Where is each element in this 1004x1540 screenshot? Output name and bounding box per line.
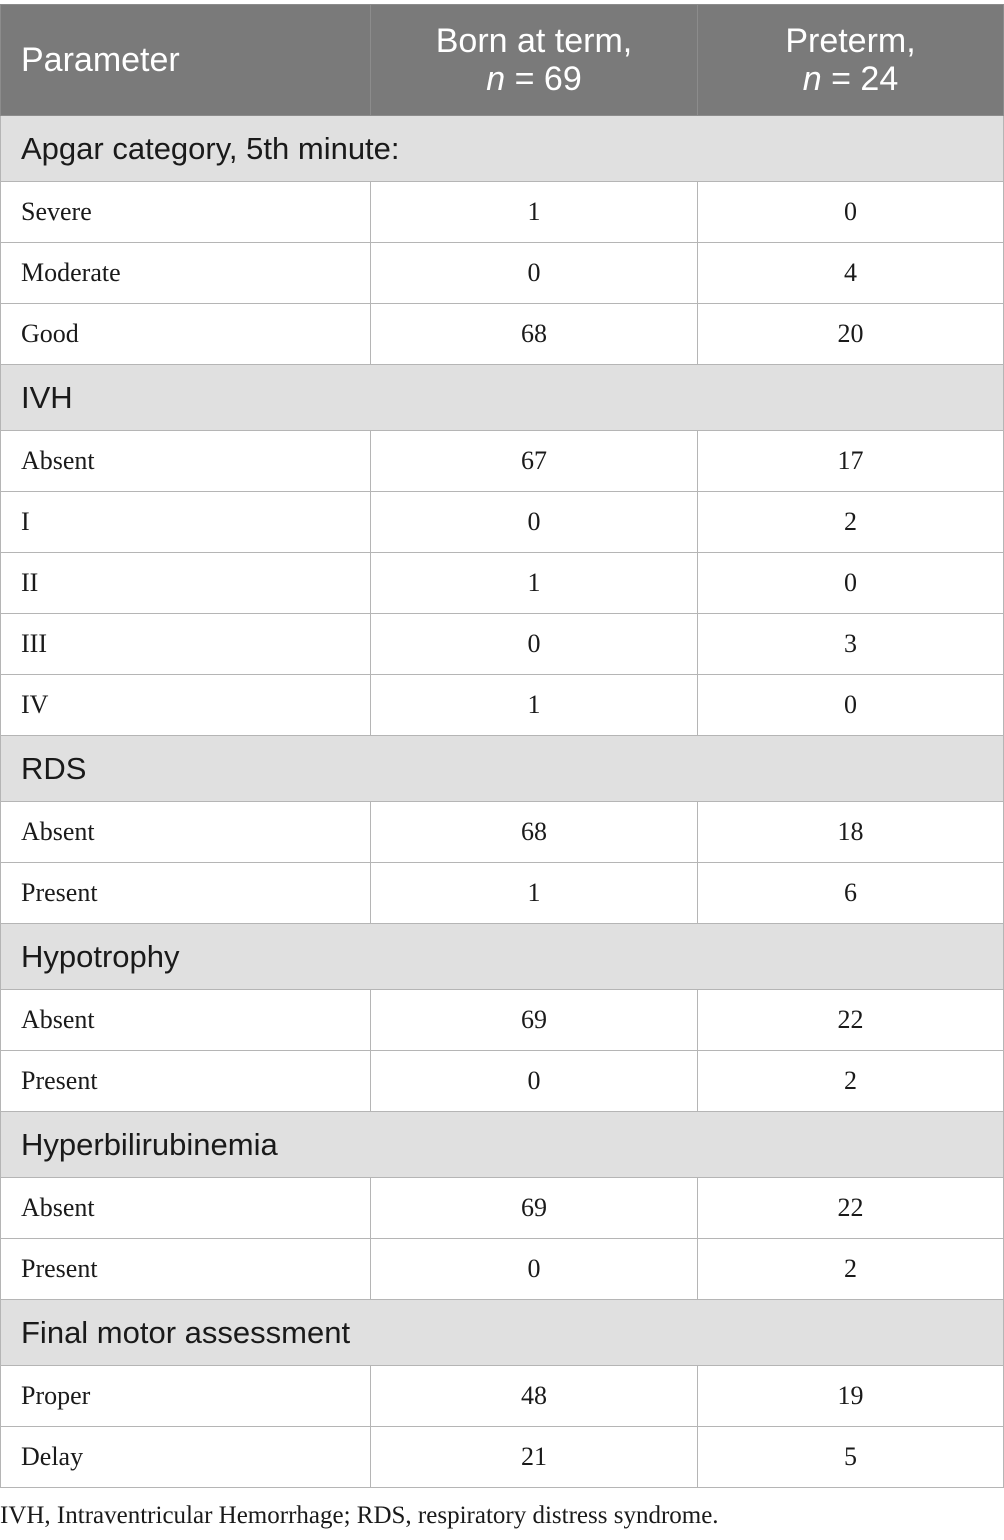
header-preterm	[698, 5, 1004, 116]
born-at-term-value: 68	[371, 304, 698, 365]
table-row	[1, 1427, 1004, 1488]
section-header-row	[1, 1112, 1004, 1178]
table-row	[1, 1366, 1004, 1427]
header-born-at-term-n-symbol: n	[486, 60, 506, 98]
born-at-term-value: 1	[371, 675, 698, 736]
table-row	[1, 675, 1004, 736]
header-preterm-label: Preterm,	[785, 22, 916, 60]
born-at-term-value: 21	[371, 1427, 698, 1488]
born-at-term-value: 1	[371, 553, 698, 614]
section-header-row	[1, 116, 1004, 182]
row-label: Absent	[1, 990, 371, 1051]
table-header	[1, 5, 1004, 116]
preterm-value: 0	[698, 675, 1004, 736]
row-label: III	[1, 614, 371, 675]
header-born-at-term-label: Born at term,	[435, 22, 633, 60]
row-label: I	[1, 492, 371, 553]
born-at-term-value: 69	[371, 1178, 698, 1239]
row-label: Absent	[1, 1178, 371, 1239]
header-parameter: Parameter	[1, 5, 371, 116]
header-born-at-term-n	[371, 60, 697, 98]
row-label: Absent	[1, 802, 371, 863]
born-at-term-value: 68	[371, 802, 698, 863]
row-label: Absent	[1, 431, 371, 492]
section-title: Final motor assessment	[1, 1300, 1004, 1366]
born-at-term-value: 0	[371, 1051, 698, 1112]
preterm-value: 3	[698, 614, 1004, 675]
table-row	[1, 431, 1004, 492]
preterm-value: 4	[698, 243, 1004, 304]
preterm-value: 18	[698, 802, 1004, 863]
table-row	[1, 614, 1004, 675]
born-at-term-value: 0	[371, 1239, 698, 1300]
header-born-at-term	[371, 5, 698, 116]
section-title: Hyperbilirubinemia	[1, 1112, 1004, 1178]
preterm-value: 2	[698, 1051, 1004, 1112]
preterm-value: 2	[698, 1239, 1004, 1300]
born-at-term-value: 67	[371, 431, 698, 492]
born-at-term-value: 1	[371, 863, 698, 924]
table-row	[1, 863, 1004, 924]
row-label: II	[1, 553, 371, 614]
header-preterm-n-symbol: n	[802, 60, 822, 98]
born-at-term-value: 69	[371, 990, 698, 1051]
section-title: Hypotrophy	[1, 924, 1004, 990]
section-header-row	[1, 1300, 1004, 1366]
row-label: Delay	[1, 1427, 371, 1488]
born-at-term-value: 0	[371, 492, 698, 553]
section-header-row	[1, 924, 1004, 990]
born-at-term-value: 1	[371, 182, 698, 243]
table-row	[1, 182, 1004, 243]
section-title: IVH	[1, 365, 1004, 431]
header-preterm-n	[698, 60, 1003, 98]
row-label: Present	[1, 1239, 371, 1300]
preterm-value: 2	[698, 492, 1004, 553]
preterm-value: 19	[698, 1366, 1004, 1427]
data-table	[0, 4, 1004, 1488]
section-header-row	[1, 736, 1004, 802]
table-row	[1, 802, 1004, 863]
table-row	[1, 1051, 1004, 1112]
header-preterm-n-value: = 24	[821, 60, 899, 98]
table-row	[1, 1239, 1004, 1300]
table-row	[1, 1178, 1004, 1239]
row-label: Moderate	[1, 243, 371, 304]
preterm-value: 0	[698, 182, 1004, 243]
preterm-value: 22	[698, 1178, 1004, 1239]
row-label: Proper	[1, 1366, 371, 1427]
table-row	[1, 492, 1004, 553]
section-header-row	[1, 365, 1004, 431]
preterm-value: 22	[698, 990, 1004, 1051]
section-title: Apgar category, 5th minute:	[1, 116, 1004, 182]
row-label: Good	[1, 304, 371, 365]
table-row	[1, 304, 1004, 365]
preterm-value: 0	[698, 553, 1004, 614]
row-label: Present	[1, 863, 371, 924]
born-at-term-value: 0	[371, 614, 698, 675]
born-at-term-value: 0	[371, 243, 698, 304]
header-born-at-term-n-value: = 69	[505, 60, 582, 98]
table-row	[1, 990, 1004, 1051]
preterm-value: 5	[698, 1427, 1004, 1488]
header-row	[1, 5, 1004, 116]
section-title: RDS	[1, 736, 1004, 802]
table-row	[1, 243, 1004, 304]
row-label: Severe	[1, 182, 371, 243]
preterm-value: 17	[698, 431, 1004, 492]
row-label: Present	[1, 1051, 371, 1112]
row-label: IV	[1, 675, 371, 736]
table-footnote: IVH, Intraventricular Hemorrhage; RDS, respiratory distress syndrome.	[0, 1502, 719, 1529]
born-at-term-value: 48	[371, 1366, 698, 1427]
table-body	[1, 116, 1004, 1488]
preterm-value: 6	[698, 863, 1004, 924]
table-row	[1, 553, 1004, 614]
preterm-value: 20	[698, 304, 1004, 365]
